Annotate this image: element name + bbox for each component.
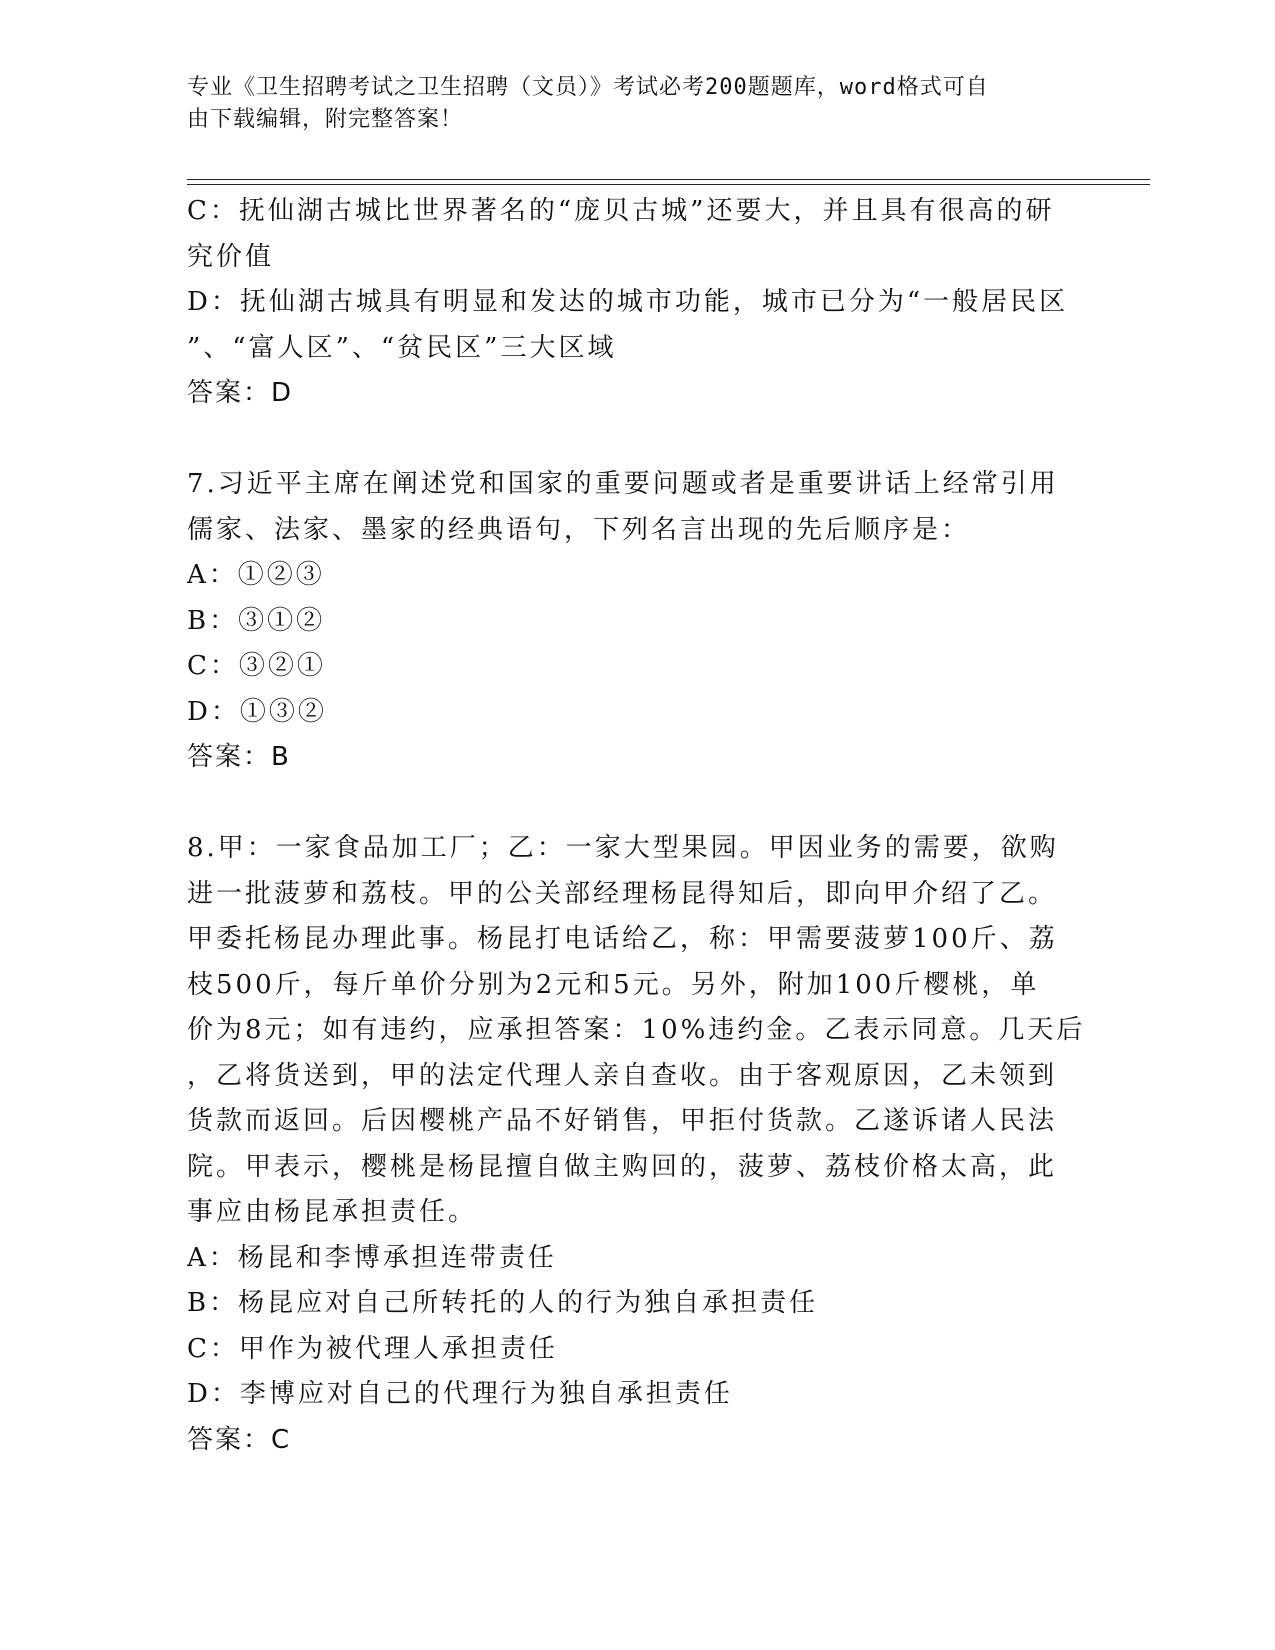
document-header: [187, 72, 1067, 136]
q8-option-c: C：甲作为被代理人承担责任: [187, 1333, 558, 1364]
q8-stem-line: 进一批菠萝和荔枝。甲的公关部经理杨昆得知后，即向甲介绍了乙。: [187, 878, 1058, 909]
q8-option-b: B：杨昆应对自己所转托的人的行为独自承担责任: [187, 1288, 819, 1318]
header-divider-bottom: [187, 184, 1150, 185]
header-line-1: 专业《卫生招聘考试之卫生招聘（文员）》考试必考200题题库，word格式可自: [187, 75, 989, 100]
question-8: [187, 826, 1086, 1463]
q7-answer: 答案：B: [187, 742, 291, 772]
q6-answer: 答案：D: [187, 378, 294, 408]
q7-option-c: C：③②①: [187, 651, 326, 681]
spacer: [187, 781, 1067, 827]
header-divider-top: [187, 179, 1150, 180]
q8-stem-line: 甲委托杨昆办理此事。杨昆打电话给乙，称：甲需要菠萝100斤、荔: [187, 924, 1058, 954]
q8-stem-line: 8.甲：一家食品加工厂；乙：一家大型果园。甲因业务的需要，欲购: [187, 833, 1059, 863]
q8-stem-line: 价为8元；如有违约，应承担答案：10%违约金。乙表示同意。几天后: [187, 1015, 1086, 1045]
q8-stem-line: ，乙将货送到，甲的法定代理人亲自查收。由于客观原因，乙未领到: [187, 1060, 1058, 1091]
question-content: [187, 189, 1086, 1463]
q8-stem-line: 事应由杨昆承担责任。: [187, 1197, 478, 1227]
question-7: [187, 462, 1067, 781]
q8-option-d: D：李博应对自己的代理行为独自承担责任: [187, 1379, 733, 1409]
q7-option-b: B：③①②: [187, 605, 326, 636]
q6-option-c-line-1: C：抚仙湖古城比世界著名的“庞贝古城”还要大，并且具有很高的研: [187, 196, 1055, 226]
q8-option-a: A：杨昆和李博承担连带责任: [187, 1242, 557, 1273]
q8-stem-line: 枝500斤，每斤单价分别为2元和5元。另外，附加100斤樱桃，单: [187, 969, 1040, 1000]
q8-answer: 答案：C: [187, 1424, 292, 1455]
q7-option-a: A：①②③: [187, 560, 325, 590]
header-line-2: 由下载编辑，附完整答案！: [187, 107, 464, 132]
spacer: [187, 417, 1067, 463]
q6-option-d-line-2: ”、“富人区”、“贫民区”三大区域: [187, 332, 617, 363]
q7-option-d: D：①③②: [187, 696, 327, 727]
question-6-tail: [187, 189, 1067, 417]
q7-stem-line-2: 儒家、法家、墨家的经典语句，下列名言出现的先后顺序是：: [187, 514, 971, 545]
q6-option-d-line-1: D：抚仙湖古城具有明显和发达的城市功能，城市已分为“一般居民区: [187, 287, 1069, 317]
q6-option-c-line-2: 究价值: [187, 241, 275, 272]
q8-stem-line: 货款而返回。后因樱桃产品不好销售，甲拒付货款。乙遂诉诸人民法: [187, 1106, 1058, 1136]
q7-stem-line-1: 7.习近平主席在阐述党和国家的重要问题或者是重要讲话上经常引用: [187, 469, 1059, 499]
q8-stem-line: 院。甲表示，樱桃是杨昆擅自做主购回的，菠萝、荔枝价格太高，此: [187, 1151, 1058, 1182]
